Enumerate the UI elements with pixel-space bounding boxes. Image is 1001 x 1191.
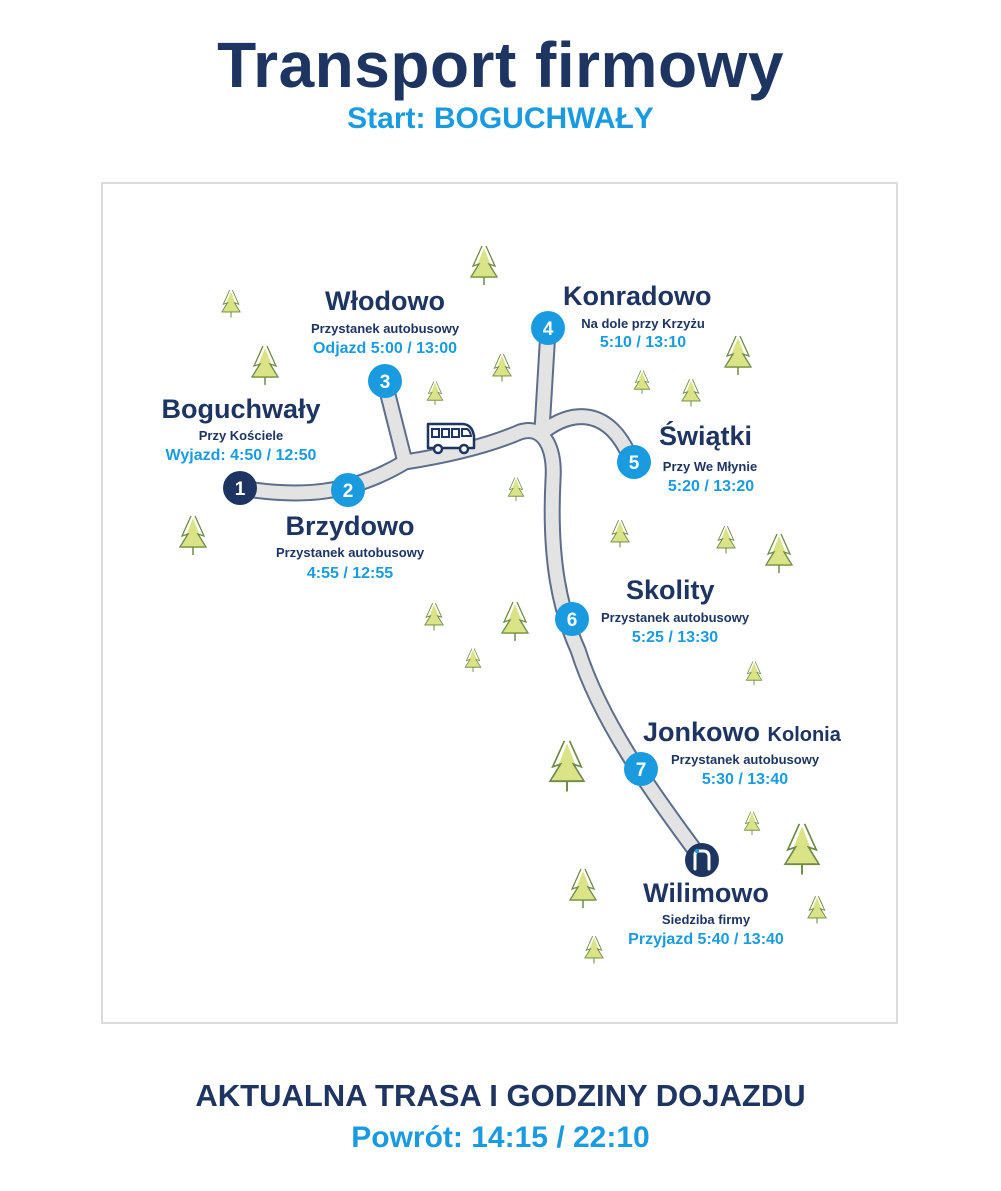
stop-number: 6 xyxy=(566,610,578,631)
tree-icon xyxy=(585,936,603,963)
stop-marker-5[interactable] xyxy=(617,445,651,479)
stop-marker-6[interactable] xyxy=(555,602,589,636)
tree-icon xyxy=(493,354,511,381)
return-time: Powrót: 14:15 / 22:10 xyxy=(351,1121,650,1154)
stop-time-swiatki: 5:20 / 13:20 xyxy=(667,478,755,495)
destination-time: Przyjazd 5:40 / 13:40 xyxy=(628,931,784,948)
stop-time-wlodowo: Odjazd 5:00 / 13:00 xyxy=(312,340,458,357)
tree-icon xyxy=(425,603,443,630)
stop-time-brzydowo: 4:55 / 12:55 xyxy=(306,565,394,582)
tree-icon xyxy=(252,346,278,385)
page-title: Transport firmowy xyxy=(217,29,784,101)
destination-name: Wilimowo xyxy=(643,878,769,908)
stop-marker-2[interactable] xyxy=(331,473,365,507)
stop-desc-swiatki: Przy We Młynie xyxy=(662,459,758,474)
tree-icon xyxy=(180,516,206,555)
tree-icon xyxy=(550,741,584,792)
stop-desc-skolity: Przystanek autobusowy xyxy=(600,610,750,625)
tree-icon xyxy=(634,371,650,394)
tree-icon xyxy=(746,662,762,685)
stop-desc-boguchwaly: Przy Kościele xyxy=(198,428,284,443)
tree-icon xyxy=(744,812,760,835)
stop-name-konradowo: Konradowo xyxy=(563,281,712,311)
stop-name-skolity: Skolity xyxy=(626,575,715,605)
tree-icon xyxy=(465,649,481,672)
stop-time-boguchwaly: Wyjazd: 4:50 / 12:50 xyxy=(165,447,317,464)
bus-icon xyxy=(428,424,474,453)
tree-icon xyxy=(427,382,443,405)
stop-marker-4[interactable] xyxy=(531,311,565,345)
tree-icon xyxy=(222,290,240,317)
tree-icon xyxy=(725,336,751,375)
stop-name-jonkowo xyxy=(643,717,841,748)
stop-name-brzydowo: Brzydowo xyxy=(285,511,415,541)
destination-desc: Siedziba firmy xyxy=(661,912,751,927)
stop-number: 1 xyxy=(234,479,246,500)
tree-icon xyxy=(808,896,826,923)
stop-marker-3[interactable] xyxy=(368,364,402,398)
trees xyxy=(180,246,826,964)
tree-icon xyxy=(717,526,735,553)
page-subtitle: Start: BOGUCHWAŁY xyxy=(347,102,654,135)
stop-marker-1[interactable] xyxy=(223,471,257,505)
stop-time-skolity: 5:25 / 13:30 xyxy=(631,629,719,646)
stop-number: 4 xyxy=(542,319,554,340)
stop-desc-jonkowo: Przystanek autobusowy xyxy=(670,752,820,767)
tree-icon xyxy=(502,602,528,641)
tree-icon xyxy=(682,379,700,406)
stop-time-konradowo: 5:10 / 13:10 xyxy=(599,334,687,351)
stop-name-main: Jonkowo xyxy=(643,717,761,747)
destination-marker[interactable] xyxy=(685,843,719,877)
stop-desc-wlodowo: Przystanek autobusowy xyxy=(310,321,460,336)
stop-name-boguchwaly: Boguchwały xyxy=(161,394,321,424)
tree-icon xyxy=(508,478,524,501)
stop-desc-konradowo: Na dole przy Krzyżu xyxy=(581,316,705,331)
footer-title: AKTUALNA TRASA I GODZINY DOJAZDU xyxy=(195,1078,806,1113)
tree-icon xyxy=(785,824,819,875)
tree-icon xyxy=(570,869,596,908)
stop-time-jonkowo: 5:30 / 13:40 xyxy=(701,771,789,788)
stop-name-wlodowo: Włodowo xyxy=(325,286,445,316)
stop-name-swiatki: Świątki xyxy=(659,421,753,451)
stop-number: 3 xyxy=(379,372,391,393)
stop-desc-brzydowo: Przystanek autobusowy xyxy=(275,545,425,560)
stop-number: 7 xyxy=(635,760,647,781)
stop-name-suffix: Kolonia xyxy=(767,724,841,746)
tree-icon xyxy=(766,534,792,573)
stop-marker-7[interactable] xyxy=(624,752,658,786)
stop-number: 5 xyxy=(628,453,640,474)
tree-icon xyxy=(471,246,497,285)
tree-icon xyxy=(611,520,629,547)
stop-number: 2 xyxy=(342,481,354,502)
